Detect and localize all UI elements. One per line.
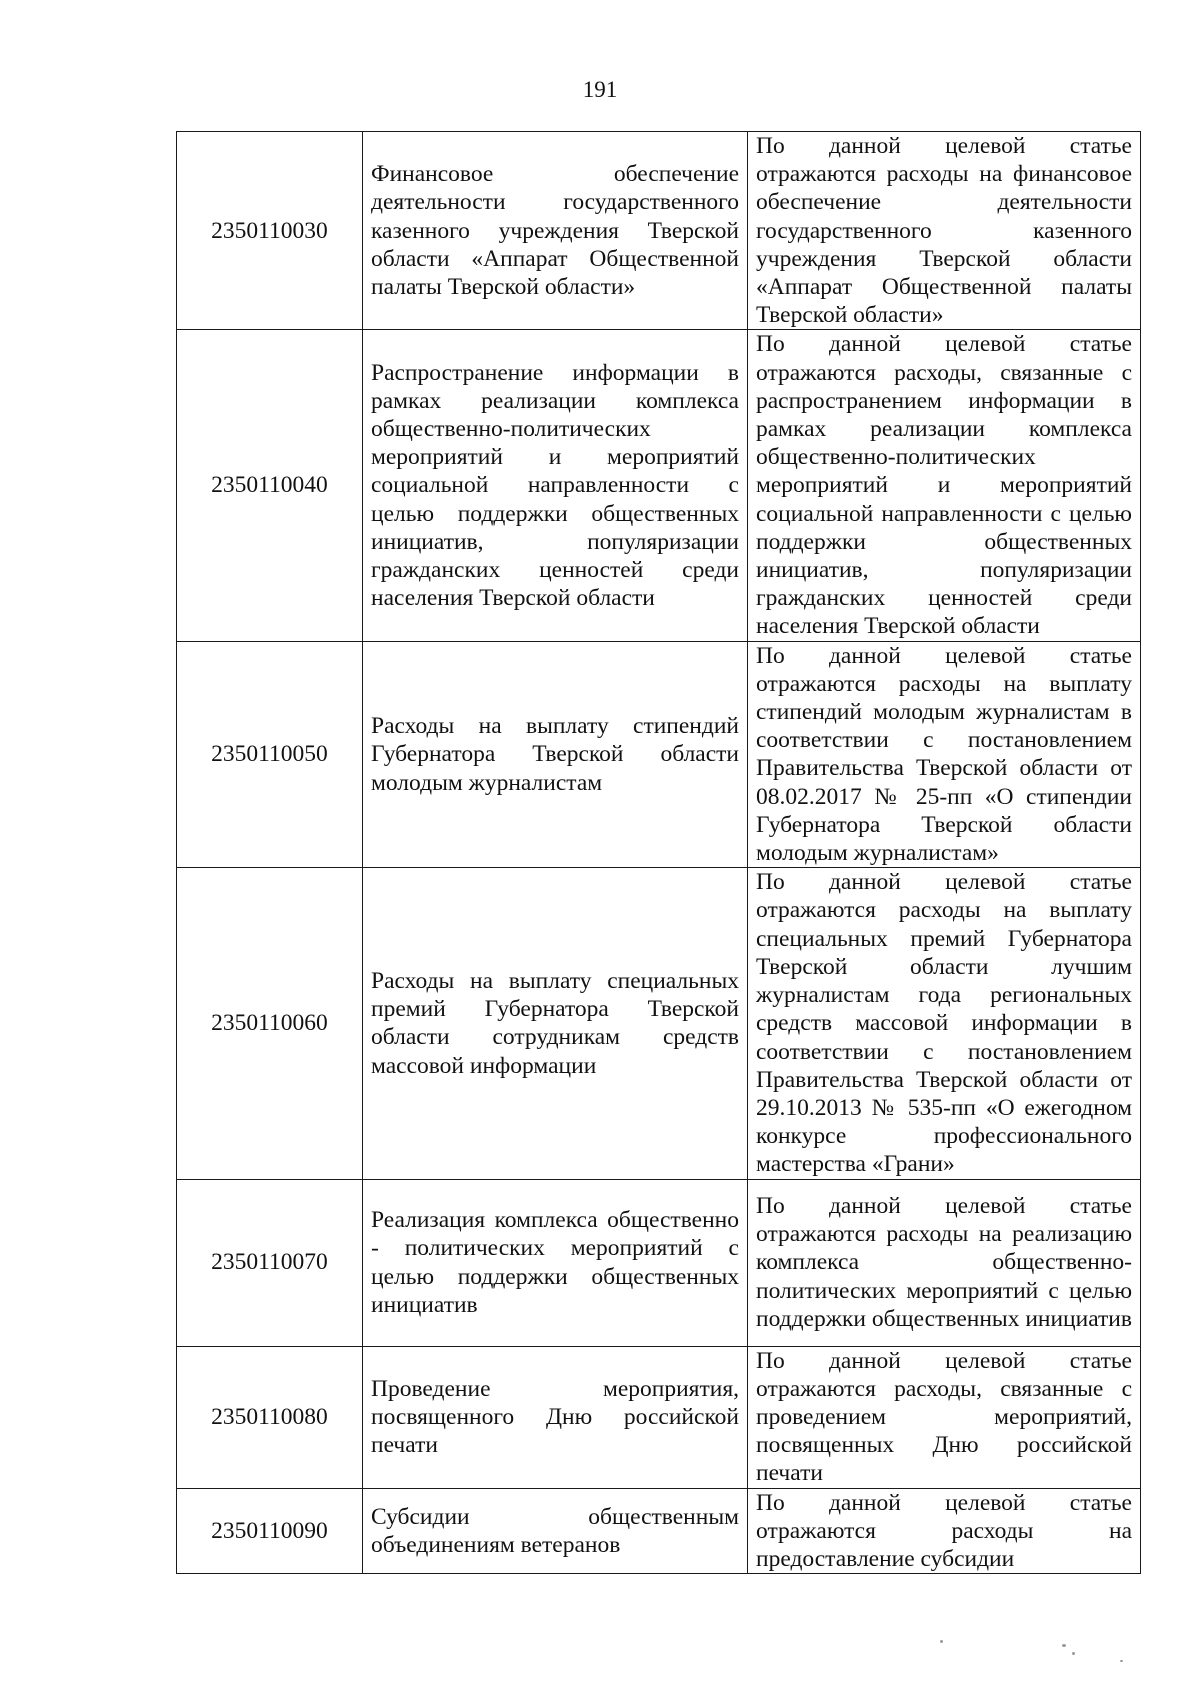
table-row [177, 1488, 1141, 1574]
target-article-name: Реализация комплекса общественно - политических мероприятий с целью поддержки общественных инициатив [363, 1179, 748, 1346]
target-article-description: По данной целевой статье отражаются расходы на финансовое обеспечение деятельности государственного казенного учреждения Тверской области «Аппарат Общественной палаты Тверской области» [748, 132, 1141, 330]
target-article-description: По данной целевой статье отражаются расходы на предоставление субсидии [748, 1488, 1141, 1574]
table-row [177, 1179, 1141, 1346]
target-article-name: Финансовое обеспечение деятельности государственного казенного учреждения Тверской области «Аппарат Общественной палаты Тверской области» [363, 132, 748, 330]
table-row [177, 868, 1141, 1179]
table-row [177, 641, 1141, 868]
scan-speckle [1062, 1644, 1066, 1647]
target-article-code: 2350110050 [177, 641, 363, 868]
target-article-code: 2350110040 [177, 330, 363, 641]
target-article-description: По данной целевой статье отражаются расходы на выплату стипендий молодым журналистам в соответствии с постановлением Правительства Тверской области от 08.02.2017 № 25-пп «О стипендии Губернатора Тверской области молодым журналистам» [748, 641, 1141, 868]
table-row [177, 132, 1141, 330]
target-article-code: 2350110060 [177, 868, 363, 1179]
scan-speckle [1072, 1652, 1075, 1655]
target-article-description: По данной целевой статье отражаются расходы, связанные с проведением мероприятий, посвященных Дню российской печати [748, 1346, 1141, 1488]
budget-classification-table [176, 131, 1141, 1574]
target-article-code: 2350110030 [177, 132, 363, 330]
table-row [177, 1346, 1141, 1488]
target-article-name: Расходы на выплату специальных премий Губернатора Тверской области сотрудникам средств массовой информации [363, 868, 748, 1179]
target-article-name: Расходы на выплату стипендий Губернатора Тверской области молодым журналистам [363, 641, 748, 868]
target-article-name: Проведение мероприятия, посвященного Дню российской печати [363, 1346, 748, 1488]
target-article-description: По данной целевой статье отражаются расходы на реализацию комплекса общественно-политических мероприятий с целью поддержки общественных инициатив [748, 1179, 1141, 1346]
scan-speckle [940, 1640, 943, 1643]
table-row [177, 330, 1141, 641]
target-article-description: По данной целевой статье отражаются расходы на выплату специальных премий Губернатора Тверской области лучшим журналистам года региональных средств массовой информации в соответствии с постановлением Правительства Тверской области от 29.10.2013 № 535-пп «О ежегодном конкурсе профессионального мастерства «Грани» [748, 868, 1141, 1179]
target-article-code: 2350110090 [177, 1488, 363, 1574]
target-article-description: По данной целевой статье отражаются расходы, связанные с распространением информации в рамках реализации комплекса общественно-политических мероприятий и мероприятий социальной направленности с целью поддержки общественных инициатив, популяризации гражданских ценностей среди населения Тверской области [748, 330, 1141, 641]
target-article-name: Субсидии общественным объединениям ветеранов [363, 1488, 748, 1574]
scan-speckle [1120, 1660, 1123, 1662]
target-article-name: Распространение информации в рамках реализации комплекса общественно-политических мероприятий и мероприятий социальной направленности с целью поддержки общественных инициатив, популяризации гражданских ценностей среди населения Тверской области [363, 330, 748, 641]
page-number: 191 [582, 77, 618, 102]
target-article-code: 2350110070 [177, 1179, 363, 1346]
target-article-code: 2350110080 [177, 1346, 363, 1488]
